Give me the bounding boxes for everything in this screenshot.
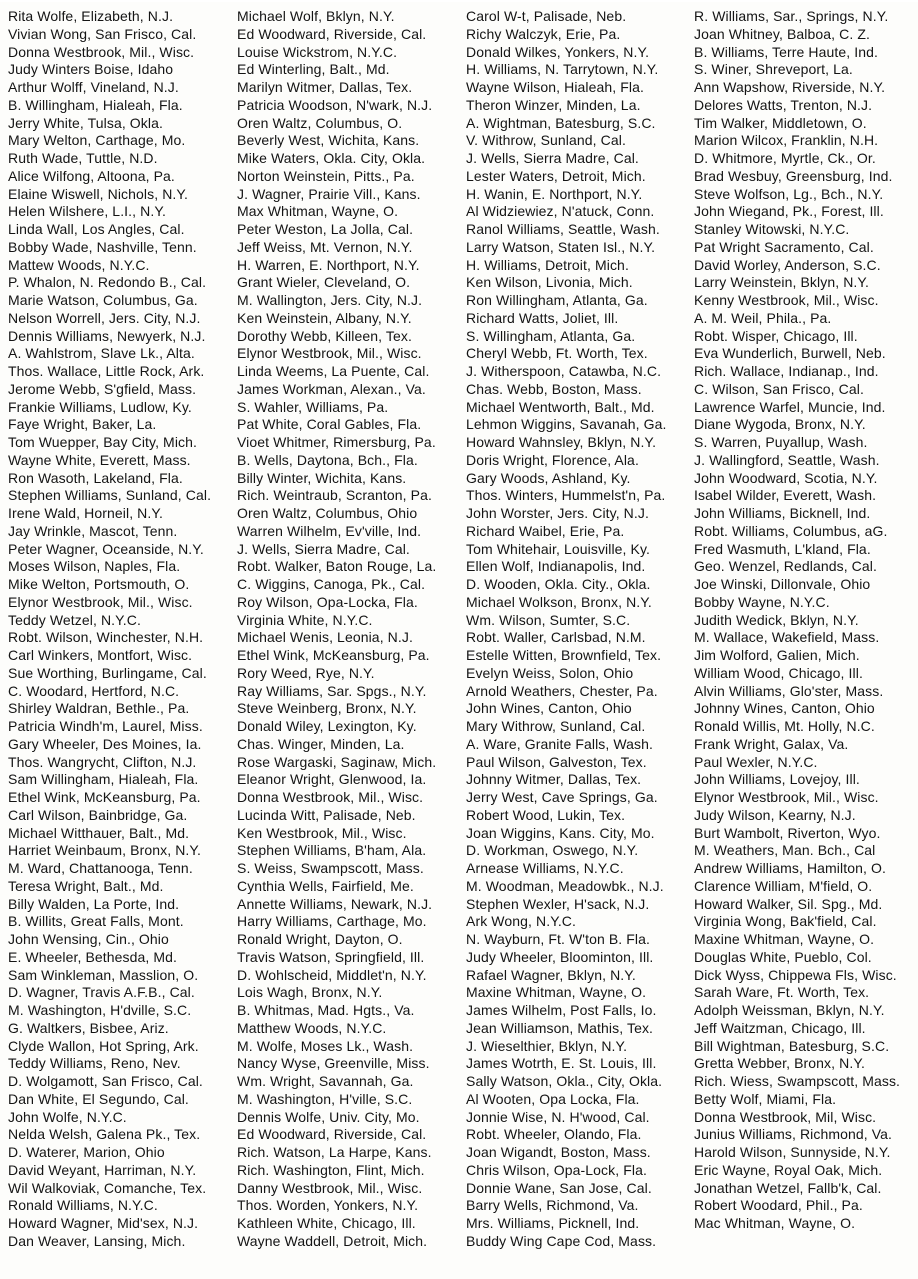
name-entry: Al Widziewiez, N'atuck, Conn. [466, 203, 655, 220]
name-entry: Joan Wigandt, Boston, Mass. [466, 1144, 651, 1160]
name-entry: M. Ward, Chattanooga, Tenn. [8, 860, 193, 876]
name-entry: Robert Woodard, Phil., Pa. [694, 1197, 863, 1214]
name-entry: Shirley Waldran, Bethle., Pa. [8, 700, 190, 717]
name-entry: Donna Westbrook, Mil., Wisc. [237, 789, 424, 805]
name-entry: Danny Westbrook, Mil., Wisc. [237, 1179, 423, 1196]
name-entry: Irene Wald, Horneil, N.Y. [8, 505, 164, 521]
name-entry: M. Wallace, Wakefield, Mass. [694, 629, 880, 646]
name-entry: Donna Westbrook, Mil., Wisc. [8, 43, 195, 60]
name-entry: Teddy Wetzel, N.Y.C. [8, 611, 141, 628]
name-entry: William Wood, Chicago, Ill. [694, 664, 863, 681]
name-entry: M. Washington, H'ville, S.C. [237, 1090, 413, 1107]
name-entry: Maxine Whitman, Wayne, O. [694, 931, 875, 947]
name-entry: Robt. Wheeler, Olando, Fla. [466, 1126, 642, 1143]
name-entry: Harry Williams, Carthage, Mo. [237, 913, 427, 930]
name-entry: Ann Wapshow, Riverside, N.Y. [694, 79, 886, 95]
name-entry: Robt. Wilson, Winchester, N.H. [8, 629, 204, 646]
name-entry: Ken Weinstein, Albany, N.Y. [237, 309, 412, 326]
name-entry: Andrew Williams, Hamilton, O. [694, 860, 886, 876]
name-entry: H. Williams, Detroit, Mich. [466, 256, 629, 273]
name-entry: Eva Wunderlich, Burwell, Neb. [694, 345, 886, 362]
name-entry: J. Wagner, Prairie Vill., Kans. [237, 185, 421, 202]
name-entry: John Wines, Canton, Ohio [466, 700, 632, 717]
name-entry: Richard Watts, Joliet, Ill. [466, 309, 619, 326]
name-entry: Isabel Wilder, Everett, Wash. [694, 487, 877, 504]
name-entry: Estelle Witten, Brownfield, Tex. [466, 647, 662, 663]
name-entry: Stanley Witowski, N.Y.C. [694, 221, 850, 237]
name-entry: Gary Wheeler, Des Moines, Ia. [8, 735, 202, 752]
name-entry: Judy Wilson, Kearny, N.J. [694, 806, 856, 823]
name-entry: Lawrence Warfel, Muncie, Ind. [694, 398, 886, 415]
name-entry: Chas. Winger, Minden, La. [237, 735, 405, 752]
name-entry: S. Winer, Shreveport, La. [694, 61, 853, 78]
name-entry: Wm. Wilson, Sumter, S.C. [466, 611, 631, 628]
name-entry: Michael Wenis, Leonia, N.J. [237, 629, 413, 646]
name-entry: David Worley, Anderson, S.C. [694, 256, 881, 273]
name-entry: D. Wagner, Travis A.F.B., Cal. [8, 984, 195, 1001]
name-entry: Lester Waters, Detroit, Mich. [466, 167, 646, 184]
name-entry: J. Witherspoon, Catawba, N.C. [466, 363, 662, 379]
name-entry: Sam Winkleman, Masslion, O. [8, 966, 199, 983]
name-entry: Jerry West, Cave Springs, Ga. [466, 789, 658, 805]
name-entry: Helen Wilshere, L.I., N.Y. [8, 203, 166, 220]
name-entry: Rich. Watson, La Harpe, Kans. [237, 1144, 432, 1160]
name-entry: Teresa Wright, Balt., Md. [8, 877, 164, 894]
name-entry: D. Workman, Oswego, N.Y. [466, 842, 639, 859]
name-entry: Nelda Welsh, Galena Pk., Tex. [8, 1126, 201, 1143]
name-entry: Bobby Wade, Nashville, Tenn. [8, 238, 197, 255]
name-entry: John Williams, Bicknell, Ind. [694, 505, 871, 521]
name-entry: Rose Wargaski, Saginaw, Mich. [237, 753, 437, 770]
name-entry: Buddy Wing Cape Cod, Mass. [466, 1232, 657, 1249]
name-entry: Sally Watson, Okla., City, Okla. [466, 1073, 663, 1089]
name-entry: V. Withrow, Sunland, Cal. [466, 132, 626, 149]
name-entry: A. M. Weil, Phila., Pa. [694, 309, 832, 326]
name-entry: Vioet Whitmer, Rimersburg, Pa. [237, 434, 436, 450]
directory-page [0, 2, 918, 1279]
name-entry: Delores Watts, Trenton, N.J. [694, 96, 873, 113]
name-entry: Carl Winkers, Montfort, Wisc. [8, 647, 193, 663]
name-entry: Thos. Wallace, Little Rock, Ark. [8, 363, 205, 379]
name-entry: Mary Withrow, Sunland, Cal. [466, 718, 646, 734]
name-entry: Bobby Wayne, N.Y.C. [694, 593, 830, 610]
name-entry: James Wotrth, E. St. Louis, Ill. [466, 1055, 657, 1072]
name-entry: J. Wells, Sierra Madre, Cal. [466, 150, 639, 166]
name-entry: Ken Westbrook, Mil., Wisc. [237, 824, 407, 841]
name-entry: Donald Wiley, Lexington, Ky. [237, 718, 417, 734]
name-entry: A. Wightman, Batesburg, S.C. [466, 114, 656, 131]
name-entry: Wayne Waddell, Detroit, Mich. [237, 1232, 428, 1249]
name-entry: Mary Welton, Carthage, Mo. [8, 132, 186, 149]
name-entry: Carl Wilson, Bainbridge, Ga. [8, 806, 188, 823]
name-entry: John Wolfe, N.Y.C. [8, 1108, 127, 1125]
name-entry: Ken Wilson, Livonia, Mich. [466, 274, 633, 291]
name-entry: Wm. Wright, Savannah, Ga. [237, 1073, 414, 1089]
name-entry: Rafael Wagner, Bklyn, N.Y. [466, 966, 636, 983]
name-entry: Geo. Wenzel, Redlands, Cal. [694, 558, 877, 575]
name-entry: Fred Wasmuth, L'kland, Fla. [694, 540, 871, 557]
name-entry: David Weyant, Harriman, N.Y. [8, 1161, 197, 1178]
name-entry: Marie Watson, Columbus, Ga. [8, 292, 198, 308]
name-entry: Thos. Worden, Yonkers, N.Y. [237, 1197, 419, 1214]
name-entry: Michael Witthauer, Balt., Md. [8, 824, 190, 841]
column-4 [694, 8, 918, 1233]
name-entry: Harold Wilson, Sunnyside, N.Y. [694, 1144, 891, 1160]
name-entry: Robt. Walker, Baton Rouge, La. [237, 558, 437, 575]
name-entry: Wayne White, Everett, Mass. [8, 451, 191, 468]
name-entry: Annette Williams, Newark, N.J. [237, 895, 433, 912]
name-entry: Linda Weems, La Puente, Cal. [237, 363, 430, 379]
name-entry: B. Whitmas, Mad. Hgts., Va. [237, 1002, 415, 1018]
name-entry: Mike Welton, Portsmouth, O. [8, 576, 190, 592]
name-entry: Billy Winter, Wichita, Kans. [237, 469, 407, 486]
name-entry: Joan Whitney, Balboa, C. Z. [694, 25, 870, 42]
name-entry: Ray Williams, Sar. Spgs., N.Y. [237, 682, 427, 699]
name-entry: Betty Wolf, Miami, Fla. [694, 1090, 837, 1107]
name-entry: Lois Wagh, Bronx, N.Y. [237, 984, 383, 1001]
name-entry: M. Wolfe, Moses Lk., Wash. [237, 1037, 414, 1054]
name-entry: A. Wahlstrom, Slave Lk., Alta. [8, 345, 195, 362]
name-entry: Elynor Westbrook, Mil., Wisc. [237, 345, 422, 362]
name-entry: Junius Williams, Richmond, Va. [694, 1126, 893, 1143]
name-entry: M. Weathers, Man. Bch., Cal [694, 842, 876, 859]
name-entry: Jerome Webb, S'gfield, Mass. [8, 380, 197, 397]
name-entry: Ed Winterling, Balt., Md. [237, 61, 390, 78]
name-entry: H. Wanin, E. Northport, N.Y. [466, 185, 643, 202]
name-entry: Douglas White, Pueblo, Col. [694, 948, 872, 965]
name-entry: Larry Weinstein, Bklyn, N.Y. [694, 274, 870, 291]
name-entry: Ruth Wade, Tuttle, N.D. [8, 150, 158, 166]
name-entry: Ronald Wright, Dayton, O. [237, 931, 403, 947]
name-entry: Jay Wrinkle, Mascot, Tenn. [8, 522, 178, 539]
name-entry: Oren Waltz, Columbus, Ohio [237, 505, 418, 521]
name-entry: Jim Wolford, Galien, Mich. [694, 647, 860, 663]
name-entry: Richy Walczyk, Erie, Pa. [466, 25, 621, 42]
name-entry: Ed Woodward, Riverside, Cal. [237, 1126, 427, 1143]
column-3 [466, 8, 698, 1251]
name-entry: Paul Wexler, N.Y.C. [694, 753, 818, 770]
name-entry: Tom Wuepper, Bay City, Mich. [8, 434, 198, 450]
name-entry: Jeff Weiss, Mt. Vernon, N.Y. [237, 238, 413, 255]
name-entry: Norton Weinstein, Pitts., Pa. [237, 167, 415, 184]
name-entry: Travis Watson, Springfield, Ill. [237, 948, 425, 965]
name-entry: Rich. Washington, Flint, Mich. [237, 1161, 425, 1178]
name-entry: Dennis Williams, Newyerk, N.J. [8, 327, 206, 344]
name-entry: Arthur Wolff, Vineland, N.J. [8, 79, 179, 95]
name-entry: Eric Wayne, Royal Oak, Mich. [694, 1161, 883, 1178]
name-entry: Steve Wolfson, Lg., Bch., N.Y. [694, 185, 884, 202]
name-entry: Ellen Wolf, Indianapolis, Ind. [466, 558, 646, 575]
name-entry: Rich. Wallace, Indianap., Ind. [694, 363, 879, 379]
name-entry: Pat White, Coral Gables, Fla. [237, 416, 422, 433]
name-entry: Matthew Woods, N.Y.C. [237, 1019, 387, 1036]
name-entry: Donald Wilkes, Yonkers, N.Y. [466, 43, 650, 60]
name-entry: Wil Walkoviak, Comanche, Tex. [8, 1179, 207, 1196]
name-entry: Al Wooten, Opa Locka, Fla. [466, 1090, 640, 1107]
name-entry: B. Willits, Great Falls, Mont. [8, 913, 184, 930]
name-entry: Howard Wahnsley, Bklyn, N.Y. [466, 434, 657, 450]
name-entry: Rory Weed, Rye, N.Y. [237, 664, 375, 681]
name-entry: Doris Wright, Florence, Ala. [466, 451, 639, 468]
name-entry: Alice Wilfong, Altoona, Pa. [8, 167, 175, 184]
name-entry: Eleanor Wright, Glenwood, Ia. [237, 771, 427, 788]
name-entry: Johnny Witmer, Dallas, Tex. [466, 771, 642, 788]
name-entry: Joan Wiggins, Kans. City, Mo. [466, 824, 655, 841]
name-entry: Patricia Woodson, N'wark, N.J. [237, 96, 433, 113]
name-entry: Jonnie Wise, N. H'wood, Cal. [466, 1108, 650, 1125]
name-entry: D. Waterer, Marion, Ohio [8, 1144, 165, 1160]
name-entry: Ronald Willis, Mt. Holly, N.C. [694, 718, 875, 734]
name-entry: C. Woodard, Hertford, N.C. [8, 682, 180, 699]
name-entry: Louise Wickstrom, N.Y.C. [237, 43, 398, 60]
name-entry: Cheryl Webb, Ft. Worth, Tex. [466, 345, 648, 362]
name-entry: Pat Wright Sacramento, Cal. [694, 238, 874, 255]
name-entry: Patricia Windh'm, Laurel, Miss. [8, 718, 203, 734]
name-entry: Ethel Wink, McKeansburg, Pa. [8, 789, 201, 805]
name-entry: Mac Whitman, Wayne, O. [694, 1215, 856, 1231]
name-entry: Vivian Wong, San Frisco, Cal. [8, 25, 197, 42]
name-entry: Ron Willingham, Atlanta, Ga. [466, 292, 648, 308]
name-entry: S. Wahler, Williams, Pa. [237, 398, 389, 415]
name-entry: Roy Wilson, Opa-Locka, Fla. [237, 593, 418, 610]
name-entry: Kathleen White, Chicago, Ill. [237, 1215, 416, 1231]
name-entry: Jeff Waitzman, Chicago, Ill. [694, 1019, 866, 1036]
name-entry: Lucinda Witt, Palisade, Neb. [237, 806, 416, 823]
name-entry: Marilyn Witmer, Dallas, Tex. [237, 79, 413, 95]
name-entry: Virginia White, N.Y.C. [237, 611, 373, 628]
name-entry: Ethel Wink, McKeansburg, Pa. [237, 647, 430, 663]
name-entry: J. Wallingford, Seattle, Wash. [694, 451, 880, 468]
column-2 [237, 8, 469, 1251]
name-entry: Virginia Wong, Bak'field, Cal. [694, 913, 877, 930]
name-entry: Evelyn Weiss, Solon, Ohio [466, 664, 634, 681]
name-entry: Jean Williamson, Mathis, Tex. [466, 1019, 654, 1036]
name-entry: Carol W-t, Palisade, Neb. [466, 8, 627, 24]
name-entry: R. Williams, Sar., Springs, N.Y. [694, 8, 889, 24]
name-entry: Sue Worthing, Burlingame, Cal. [8, 664, 207, 681]
name-entry: P. Whalon, N. Redondo B., Cal. [8, 274, 207, 291]
name-entry: Judy Wheeler, Bloominton, Ill. [466, 948, 654, 965]
name-entry: M. Wallington, Jers. City, N.J. [237, 292, 423, 308]
name-entry: Ranol Williams, Seattle, Wash. [466, 221, 660, 237]
name-entry: Marion Wilcox, Franklin, N.H. [694, 132, 879, 149]
name-entry: Arnease Williams, N.Y.C. [466, 860, 624, 876]
name-entry: Jonathan Wetzel, Fallb'k, Cal. [694, 1179, 882, 1196]
name-entry: J. Wells, Sierra Madre, Cal. [237, 540, 410, 557]
name-entry: M. Woodman, Meadowbk., N.J. [466, 877, 664, 894]
name-entry: Peter Wagner, Oceanside, N.Y. [8, 540, 204, 557]
name-entry: Donna Westbrook, Mil, Wisc. [694, 1108, 877, 1125]
name-entry: Donnie Wane, San Jose, Cal. [466, 1179, 652, 1196]
name-entry: Ark Wong, N.Y.C. [466, 913, 577, 930]
name-entry: Gretta Webber, Bronx, N.Y. [694, 1055, 865, 1072]
name-entry: Ed Woodward, Riverside, Cal. [237, 25, 427, 42]
name-entry: Dorothy Webb, Killeen, Tex. [237, 327, 412, 344]
name-entry: C. Wilson, San Frisco, Cal. [694, 380, 864, 397]
name-entry: Peter Weston, La Jolla, Cal. [237, 221, 414, 237]
name-entry: Burt Wambolt, Riverton, Wyo. [694, 824, 881, 841]
name-entry: Gary Woods, Ashland, Ky. [466, 469, 631, 486]
name-entry: D. Wooden, Okla. City., Okla. [466, 576, 651, 592]
name-entry: Nancy Wyse, Greenville, Miss. [237, 1055, 430, 1072]
name-entry: James Workman, Alexan., Va. [237, 380, 426, 397]
name-entry: D. Wolgamott, San Frisco, Cal. [8, 1073, 203, 1089]
name-entry: Cynthia Wells, Fairfield, Me. [237, 877, 414, 894]
name-entry: John Wiegand, Pk., Forest, Ill. [694, 203, 884, 220]
name-entry: Jerry White, Tulsa, Okla. [8, 114, 163, 131]
name-entry: B. Willingham, Hialeah, Fla. [8, 96, 183, 113]
name-entry: Dennis Wolfe, Univ. City, Mo. [237, 1108, 420, 1125]
name-entry: Robt. Williams, Columbus, aG. [694, 522, 888, 539]
name-entry: Mrs. Williams, Picknell, Ind. [466, 1215, 640, 1231]
name-entry: Dan White, El Segundo, Cal. [8, 1090, 189, 1107]
name-entry: Clarence William, M'field, O. [694, 877, 873, 894]
name-entry: Tom Whitehair, Louisville, Ky. [466, 540, 651, 557]
name-entry: Diane Wygoda, Bronx, N.Y. [694, 416, 866, 433]
name-entry: James Wilhelm, Post Falls, Io. [466, 1002, 657, 1018]
name-entry: S. Willingham, Atlanta, Ga. [466, 327, 636, 344]
name-entry: Ron Wasoth, Lakeland, Fla. [8, 469, 183, 486]
name-entry: Teddy Williams, Reno, Nev. [8, 1055, 181, 1072]
name-entry: Thos. Winters, Hummelst'n, Pa. [466, 487, 666, 504]
name-entry: J. Wieselthier, Bklyn, N.Y. [466, 1037, 628, 1054]
name-entry: H. Williams, N. Tarrytown, N.Y. [466, 61, 659, 78]
name-entry: Thos. Wangrycht, Clifton, N.J. [8, 753, 197, 770]
name-entry: Frankie Williams, Ludlow, Ky. [8, 398, 192, 415]
name-entry: E. Wheeler, Bethesda, Md. [8, 948, 178, 965]
name-entry: Theron Winzer, Minden, La. [466, 96, 641, 113]
name-entry: Rita Wolfe, Elizabeth, N.J. [8, 8, 174, 24]
name-entry: Richard Waibel, Erie, Pa. [466, 522, 625, 539]
name-entry: Sarah Ware, Ft. Worth, Tex. [694, 984, 870, 1001]
name-entry: Kenny Westbrook, Mil., Wisc. [694, 292, 879, 308]
name-entry: Michael Wentworth, Balt., Md. [466, 398, 655, 415]
name-entry: Larry Watson, Staten Isl., N.Y. [466, 238, 656, 255]
name-entry: Max Whitman, Wayne, O. [237, 203, 399, 220]
name-entry: Bill Wightman, Batesburg, S.C. [694, 1037, 890, 1054]
name-entry: Wayne Wilson, Hialeah, Fla. [466, 79, 645, 95]
name-entry: S. Weiss, Swampscott, Mass. [237, 860, 424, 876]
name-entry: Dan Weaver, Lansing, Mich. [8, 1232, 186, 1249]
name-entry: B. Williams, Terre Haute, Ind. [694, 43, 879, 60]
name-entry: Stephen Wexler, H'sack, N.J. [466, 895, 650, 912]
name-entry: Elynor Westbrook, Mil., Wisc. [694, 789, 879, 805]
name-entry: Chas. Webb, Boston, Mass. [466, 380, 642, 397]
name-entry: D. Wohlscheid, Middlet'n, N.Y. [237, 966, 427, 983]
name-entry: A. Ware, Granite Falls, Wash. [466, 735, 654, 752]
name-entry: Mattew Woods, N.Y.C. [8, 256, 150, 273]
name-entry: Chris Wilson, Opa-Lock, Fla. [466, 1161, 647, 1178]
name-entry: Stephen Williams, Sunland, Cal. [8, 487, 212, 504]
name-entry: Johnny Wines, Canton, Ohio [694, 700, 875, 717]
name-entry: Maxine Whitman, Wayne, O. [466, 984, 647, 1001]
name-entry: M. Washington, H'dville, S.C. [8, 1002, 192, 1018]
name-entry: Paul Wilson, Galveston, Tex. [466, 753, 647, 770]
name-entry: Howard Walker, Sil. Spg., Md. [694, 895, 883, 912]
name-entry: Rich. Wiess, Swampscott, Mass. [694, 1073, 901, 1089]
name-entry: B. Wells, Daytona, Bch., Fla. [237, 451, 418, 468]
name-entry: Mike Waters, Okla. City, Okla. [237, 150, 426, 166]
name-entry: Stephen Williams, B'ham, Ala. [237, 842, 427, 859]
name-entry: S. Warren, Puyallup, Wash. [694, 434, 868, 450]
name-entry: John Woodward, Scotia, N.Y. [694, 469, 878, 486]
name-entry: John Williams, Lovejoy, Ill. [694, 771, 860, 788]
name-entry: D. Whitmore, Myrtle, Ck., Or. [694, 150, 876, 166]
name-entry: Clyde Wallon, Hot Spring, Ark. [8, 1037, 199, 1054]
name-entry: Linda Wall, Los Angles, Cal. [8, 221, 185, 237]
name-entry: H. Warren, E. Northport, N.Y. [237, 256, 420, 273]
name-entry: Brad Wesbuy, Greensburg, Ind. [694, 167, 893, 184]
name-entry: Faye Wright, Baker, La. [8, 416, 157, 433]
name-entry: G. Waltkers, Bisbee, Ariz. [8, 1019, 169, 1036]
name-entry: Elynor Westbrook, Mil., Wisc. [8, 593, 193, 610]
name-entry: Judy Winters Boise, Idaho [8, 61, 174, 78]
name-entry: Harriet Weinbaum, Bronx, N.Y. [8, 842, 202, 859]
name-entry: Barry Wells, Richmond, Va. [466, 1197, 639, 1214]
name-entry: Joe Winski, Dillonvale, Ohio [694, 576, 871, 592]
name-entry: Billy Walden, La Porte, Ind. [8, 895, 180, 912]
name-entry: Arnold Weathers, Chester, Pa. [466, 682, 658, 699]
name-entry: Robert Wood, Lukin, Tex. [466, 806, 626, 823]
name-entry: Oren Waltz, Columbus, O. [237, 114, 403, 131]
name-entry: Grant Wieler, Cleveland, O. [237, 274, 411, 291]
name-entry: Michael Wolkson, Bronx, N.Y. [466, 593, 652, 610]
name-entry: Robt. Wisper, Chicago, Ill. [694, 327, 858, 344]
column-1 [8, 8, 240, 1251]
name-entry: Dick Wyss, Chippewa Fls, Wisc. [694, 966, 897, 983]
name-entry: Moses Wilson, Naples, Fla. [8, 558, 181, 575]
name-columns [0, 2, 918, 1279]
name-entry: Lehmon Wiggins, Savanah, Ga. [466, 416, 667, 433]
name-entry: N. Wayburn, Ft. W'ton B. Fla. [466, 931, 650, 947]
name-entry: John Worster, Jers. City, N.J. [466, 505, 649, 521]
name-entry: Michael Wolf, Bklyn, N.Y. [237, 8, 395, 24]
name-entry: Warren Wilhelm, Ev'ville, Ind. [237, 522, 422, 539]
name-entry: Howard Wagner, Mid'sex, N.J. [8, 1215, 199, 1231]
name-entry: Ronald Williams, N.Y.C. [8, 1197, 158, 1214]
name-entry: Elaine Wiswell, Nichols, N.Y. [8, 185, 189, 202]
name-entry: Alvin Williams, Glo'ster, Mass. [694, 682, 884, 699]
name-entry: Steve Weinberg, Bronx, N.Y. [237, 700, 417, 717]
name-entry: Adolph Weissman, Bklyn, N.Y. [694, 1002, 885, 1018]
name-entry: Sam Willingham, Hialeah, Fla. [8, 771, 199, 788]
name-entry: Beverly West, Wichita, Kans. [237, 132, 420, 149]
name-entry: Tim Walker, Middletown, O. [694, 114, 867, 131]
name-entry: Frank Wright, Galax, Va. [694, 735, 849, 752]
name-entry: Rich. Weintraub, Scranton, Pa. [237, 487, 432, 504]
name-entry: Robt. Waller, Carlsbad, N.M. [466, 629, 646, 646]
name-entry: Nelson Worrell, Jers. City, N.J. [8, 309, 201, 326]
name-entry: Judith Wedick, Bklyn, N.Y. [694, 611, 859, 628]
name-entry: John Wensing, Cin., Ohio [8, 931, 169, 947]
name-entry: C. Wiggins, Canoga, Pk., Cal. [237, 576, 426, 592]
